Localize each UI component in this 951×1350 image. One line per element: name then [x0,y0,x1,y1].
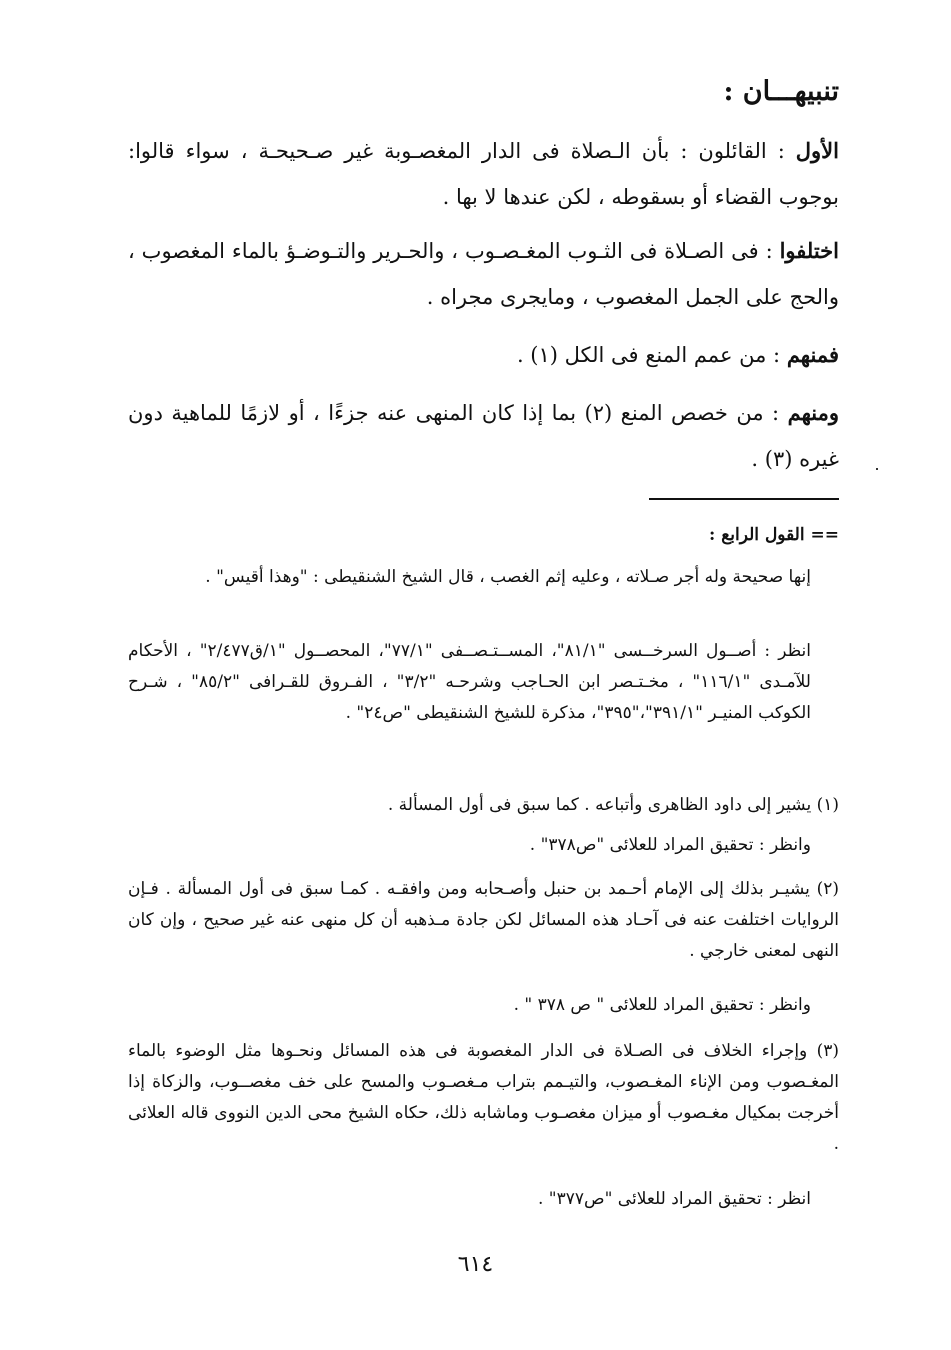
page-heading: تنبيهـــان : [723,76,839,107]
paragraph-text: : القائلون : بأن الـصلاة فى الدار المغصـوبة غير صـحيحـة ، سواء قالوا: بوجوب القضاء أو بسقوطه ، لكن عندها لا بها . [128,139,839,209]
footnote-continuation-title: == القول الرابع : [709,525,839,545]
paragraph-text: : فى الصـلاة فى الثـوب المغـصـوب ، والحـرير والتـوضـؤ بالماء المغصوب ، والحج على الجمل المغصوب ، ومايجرى مجراه . [128,239,839,309]
footnote-1-text: (١) يشير إلى داود الظاهرى وأتباعه . كما سبق فى أول المسألة . [387,795,839,815]
paragraph-some-generalized [128,332,839,378]
paragraph-lead: اختلفوا [779,238,839,263]
footnote-3-text: (٣) وإجراء الخلاف فى الصـلاة فى الدار المغصوبة فى هذه المسائل ونحـوها مثل الوضوء بالماء المغـصوب ومن الإناء المغـصوب، والتيـمم بتراب مـغصـوب والمسح على خف مغصــوب، والزكاة إذا أخرجت بمكيال مغـصوب أو ميزان مغصـوب وماشابه ذلك، حكاه الشيخ محى الدين النووى قاله العلائى . [128,1041,839,1154]
paragraph-text: : من خصص المنع (٢) بما إذا كان المنهى عنه جزءًا ، أو لازمًا للماهية دون غيره (٣) . [128,401,839,471]
scan-speck [876,468,878,470]
footnote-2-text: (٢) يشيـر بذلك إلى الإمام أحـمد بن حنبل وأصـحابه ومن وافقـه . كمـا سبق فى أول المسألة . فـإن الروايات اختلفت عنه فى آحـاد هذه المسائل لكن جادة مـذهبه أن كل منهى عنه غير صحيح ، وإن كان النهى لمعنى خارجي . [128,879,839,961]
paragraph-text: : من عمم المنع فى الكل (١) . [516,343,781,367]
footnote-2-reference: وانظر : تحقيق المراد للعلائى " ص ٣٧٨ " . [513,995,811,1015]
paragraph-first [128,128,839,220]
footnote-separator [649,498,839,500]
paragraph-lead: فمنهم [786,342,839,367]
footnote-continuation-references: انظر : أصــول السرخــسى "٨١/١"، المســتـصــفى "٧٧/١"، المحصــول "١/ق٢/٤٧٧" ، الأحكام للآمـدى "١١٦/١" ، مخـتـصر ابن الحـاجب وشرحـه "٣/٢" ، الفـروق للقـرافى "٨٥/٢" ، شـرح الكوكب المنيـر "٣٩١/١"،"٣٩٥"، مذكرة للشيخ الشنقيطى "ص٢٤" . [128,641,812,723]
footnote-continuation-text: إنها صحيحة وله أجر صـلاته ، وعليه إثم الغصب ، قال الشيخ الشنقيطى : "وهذا أقيس" . [205,567,811,587]
paragraph-lead: الأول [795,138,839,163]
paragraph-some-specified [128,390,839,482]
footnote-3-reference: انظر : تحقيق المراد للعلائى "ص٣٧٧" . [537,1189,811,1209]
footnote-1-reference: وانظر : تحقيق المراد للعلائى "ص٣٧٨" . [529,835,811,855]
paragraph-lead: ومنهم [787,400,839,425]
page-number: ٦١٤ [457,1252,494,1277]
paragraph-differences [128,228,839,320]
